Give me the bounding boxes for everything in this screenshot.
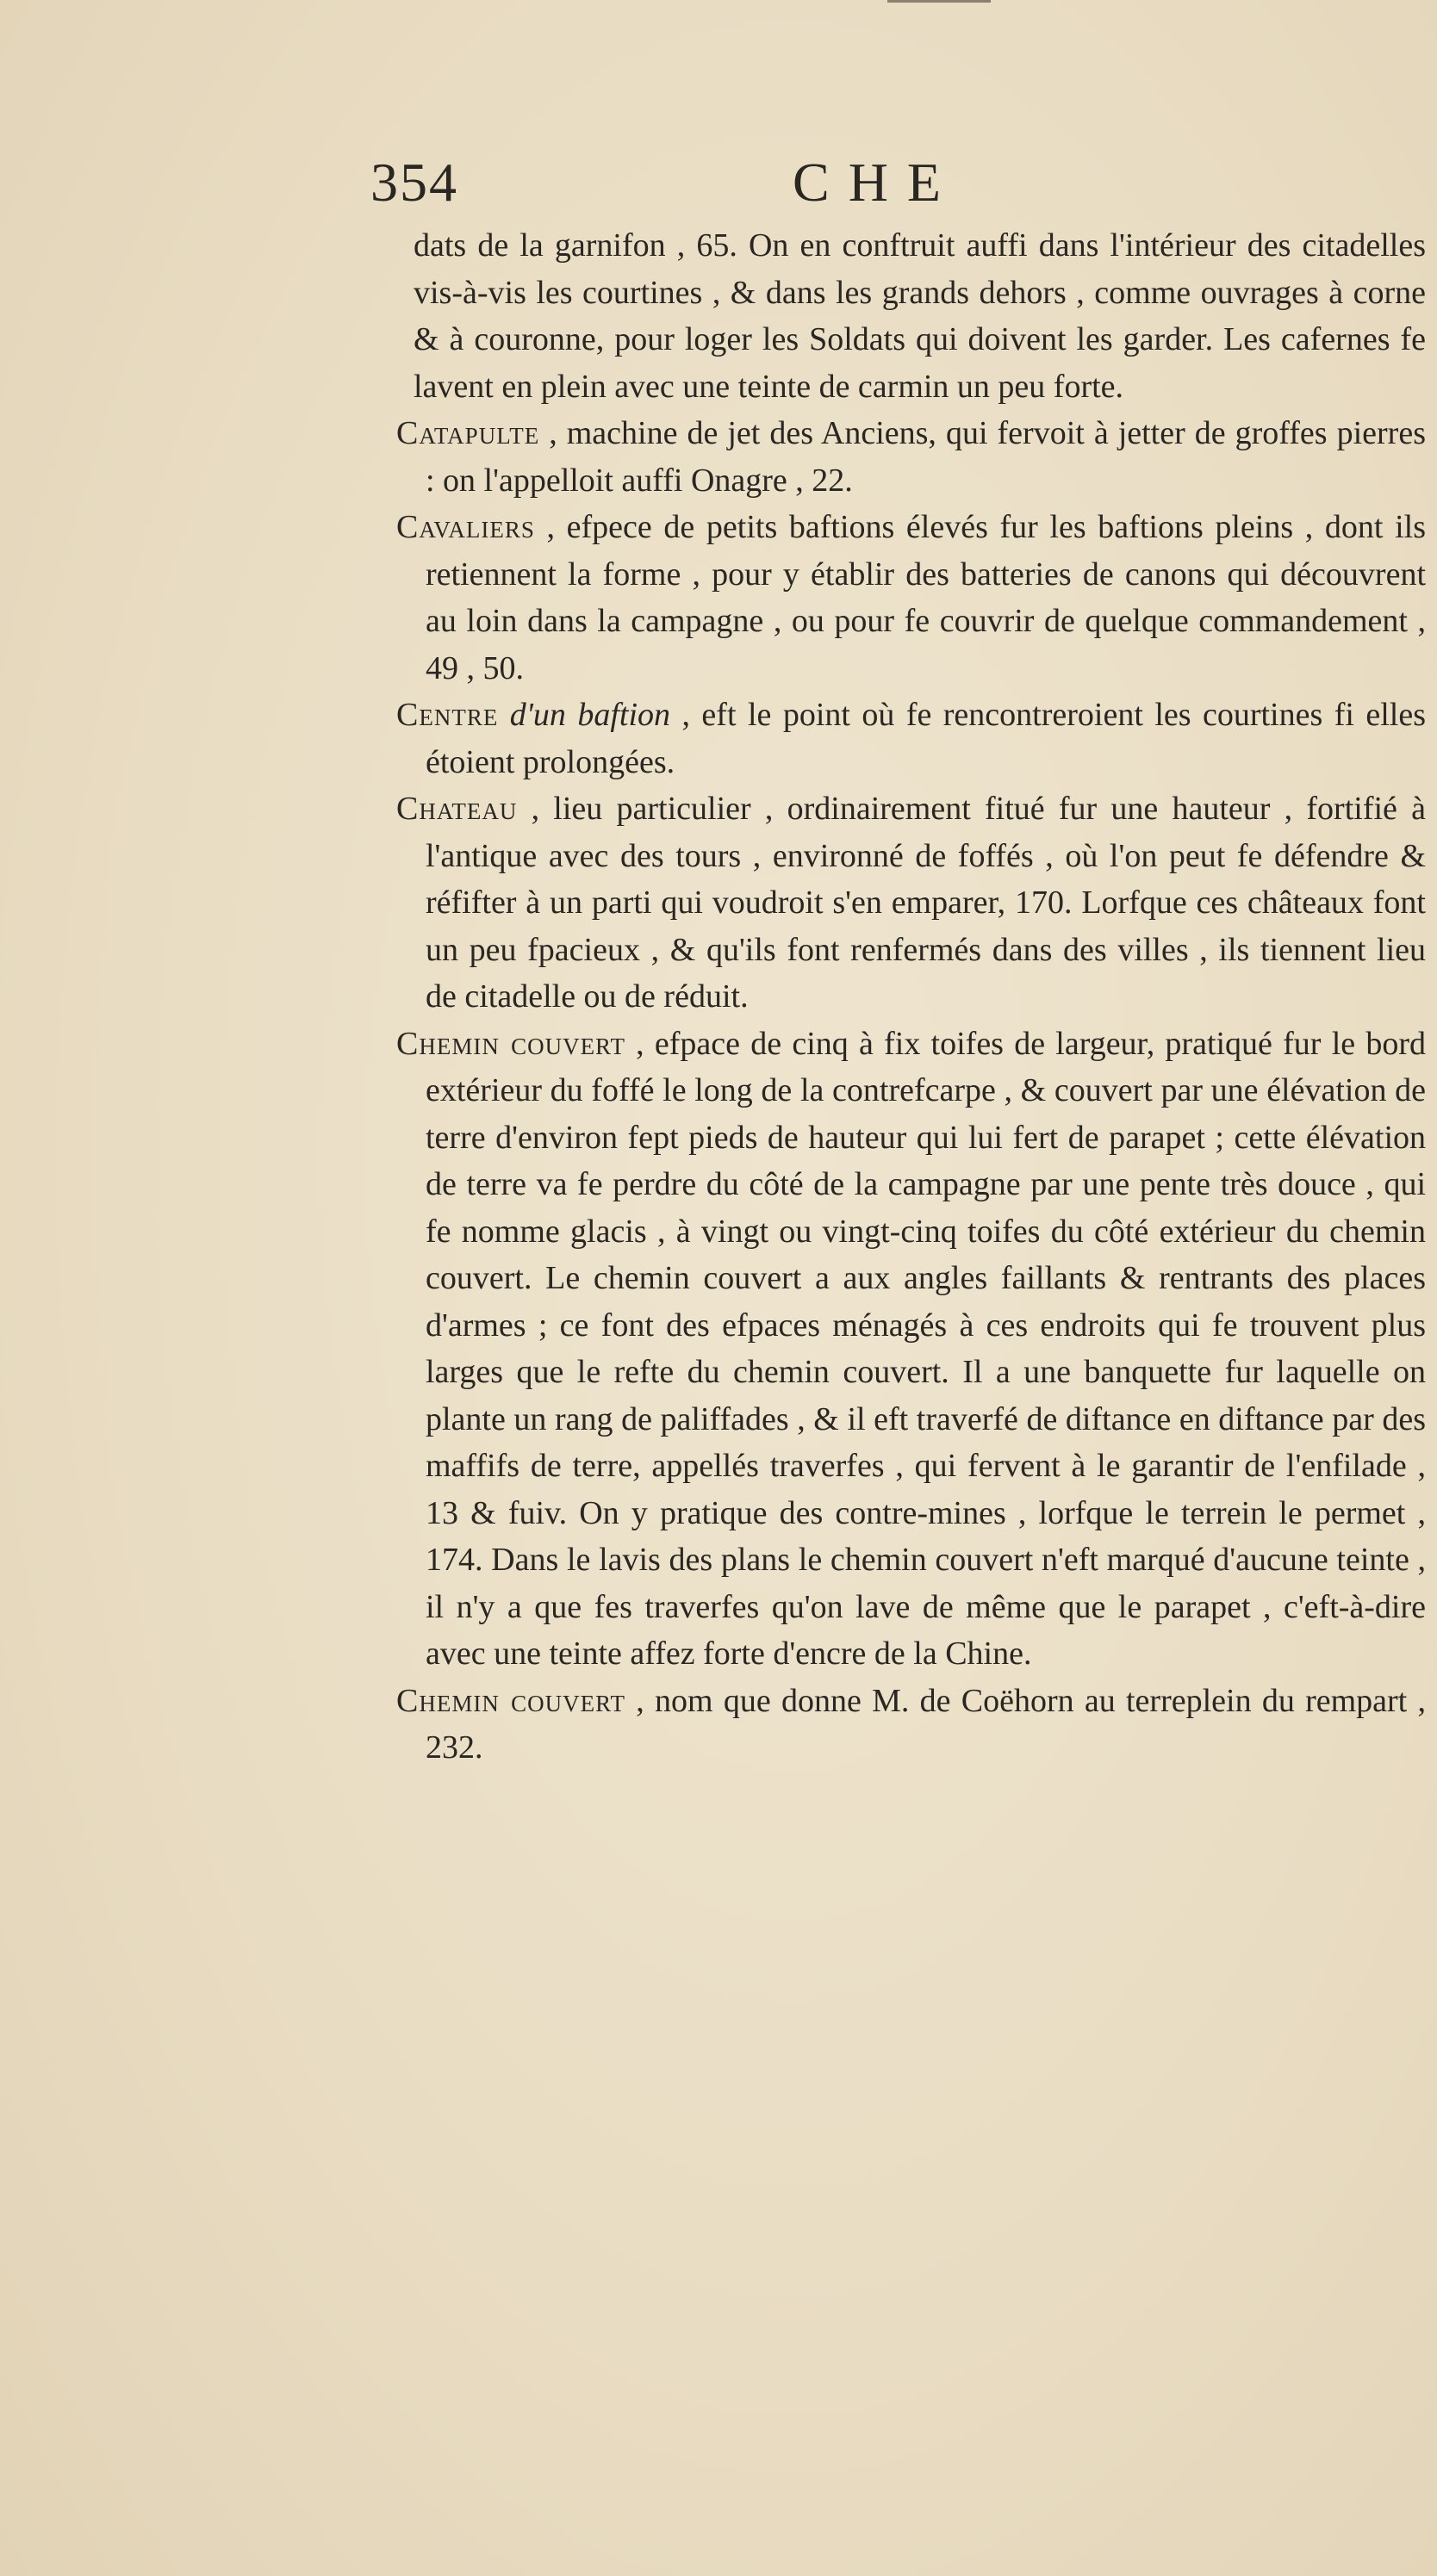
entry-casernes-continued <box>366 222 1426 410</box>
running-head <box>370 151 1430 228</box>
top-edge-rule <box>887 0 991 3</box>
entry-chateau <box>366 785 1426 1021</box>
entry-body: dats de la garnifon , 65. On en conftruit auffi dans l'intérieur des citadelles vis-à-vis les courtines , & dans les grands dehors , comme ouvrages à corne & à couronne, pour loger les Soldats qui doivent les garder. Les cafernes fe lavent en plein avec une teinte de carmin un peu forte. <box>414 227 1426 405</box>
entry-cavaliers <box>366 504 1426 692</box>
entry-term-italic: d'un baftion <box>509 697 671 733</box>
entry-body: , eft le point où fe rencontreroient les courtines fi elles étoient prolongées. <box>426 697 1427 780</box>
entry-body: , efpece de petits baftions élevés fur les baftions pleins , dont ils retiennent la forme , pour y établir des batteries de canons qui découvrent au loin dans la campagne , ou pour fe couvrir de quelque commandement , 49 , 50. <box>426 509 1426 686</box>
entry-chemin-couvert <box>366 1021 1426 1678</box>
entry-term: Centre <box>396 697 499 733</box>
entry-body: , efpace de cinq à fix toifes de largeur, pratiqué fur le bord extérieur du foffé le long de la contrefcarpe , & couvert par une élévation de terre d'environ fept pieds de hauteur qui lui fert de parapet ; cette élévation de terre va fe perdre du côté de la campagne par une pente très douce , qui fe nomme glacis , à vingt ou vingt-cinq toifes du côté extérieur du chemin couvert. Le chemin couvert a aux angles faillants & rentrants des places d'armes ; ce font des efpaces ménagés à ces endroits qui fe trouvent plus larges que le refte du chemin couvert. Il a une banquette fur laquelle on plante un rang de paliffades , & il eft traverfé de diftance en diftance par des maffifs de terre, appellés traverfes , qui fervent à le garantir de l'enfilade , 13 & fuiv. On y pratique des contre-mines , lorfque le terrein le permet , 174. Dans le lavis des plans le chemin couvert n'eft marqué d'aucune teinte , il n'y a que fes traverfes qu'on lave de même que le parapet , c'eft-à-dire avec une teinte affez forte d'encre de la Chine. <box>426 1025 1426 1672</box>
entry-term: Chemin couvert <box>396 1025 625 1062</box>
entry-term: Chateau <box>396 791 518 827</box>
entry-catapulte <box>366 410 1426 504</box>
entry-term: Chemin couvert <box>396 1682 625 1719</box>
entry-body: , lieu particulier , ordinairement fitué fur une hauteur , fortifié à l'antique avec des tours , environné de foffés , où l'on peut fe défendre & réfifter à un parti qui voudroit s'en emparer, 170. Lorfque ces châteaux font un peu fpacieux , & qu'ils font renfermés dans des villes , ils tiennent lieu de citadelle ou de réduit. <box>426 791 1426 1015</box>
entry-term: Catapulte <box>396 415 540 451</box>
entry-chemin-couvert-coehorn <box>366 1678 1426 1772</box>
entry-centre <box>366 692 1426 785</box>
entry-term: Cavaliers <box>396 509 535 545</box>
page-number: 354 <box>370 152 458 213</box>
glossary-text <box>366 222 1426 1772</box>
running-title: CHE <box>793 152 960 213</box>
entry-body: , nom que donne M. de Coëhorn au terreplein du rempart , 232. <box>426 1682 1426 1766</box>
entry-body: , machine de jet des Anciens, qui fervoit à jetter de groffes pierres : on l'appelloit auffi Onagre , 22. <box>426 415 1426 499</box>
